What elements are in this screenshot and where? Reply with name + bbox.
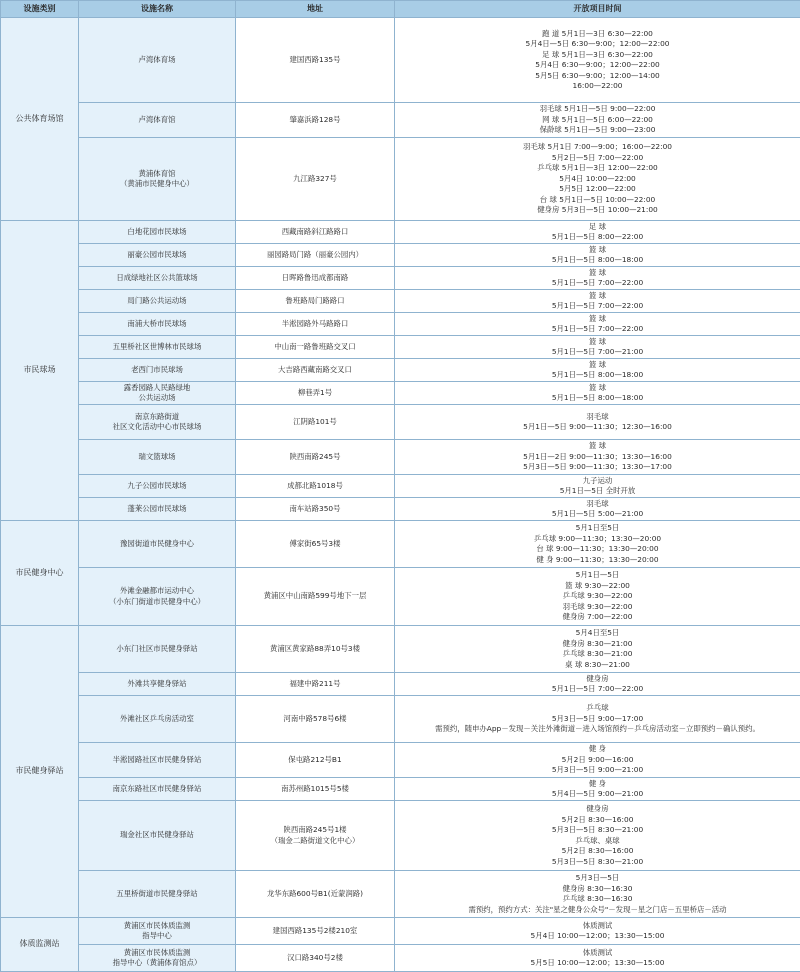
cell-line: 卢湾体育场 (79, 55, 235, 66)
hours-cell (395, 498, 800, 521)
cell-line: 九子运动 (395, 476, 800, 487)
cell-line: 南苏州路1015号5楼 (236, 784, 394, 795)
cell-line: 5月1日—5日 7:00—22:00 (395, 324, 800, 335)
cell-line: 跑 道 5月1日—3日 6:30—22:00 (395, 29, 800, 40)
cell-line: 篮 球 (395, 245, 800, 256)
cell-line: 汉口路340号2楼 (236, 953, 394, 964)
category-cell: 公共体育场馆 (1, 18, 79, 221)
facility-name-cell (79, 871, 236, 918)
cell-line: 公共运动场 (79, 393, 235, 404)
table-row (1, 138, 800, 221)
address-cell (236, 138, 395, 221)
cell-line: 黄浦区黄家路88弄10号3楼 (236, 644, 394, 655)
cell-line: 陕西南路245号1楼 (236, 825, 394, 836)
table-row (1, 673, 800, 696)
facility-name-cell (79, 475, 236, 498)
cell-line: 外滩金融都市运动中心 (79, 586, 235, 597)
category-cell: 市民健身驿站 (1, 626, 79, 918)
cell-line: 健身房 7:00—22:00 (395, 612, 800, 623)
table-row (1, 696, 800, 743)
cell-line: 黄浦体育馆 (79, 169, 235, 180)
cell-line: 小东门社区市民健身驿站 (79, 644, 235, 655)
facility-name-cell (79, 440, 236, 475)
hours-cell (395, 313, 800, 336)
cell-line: 日成绿地社区公共篮球场 (79, 273, 235, 284)
cell-line: 瑞文篮球场 (79, 452, 235, 463)
cell-line: 丽园路局门路（丽豪公园内） (236, 250, 394, 261)
cell-line: 羽毛球 5月1日 7:00—9:00；16:00—22:00 (395, 142, 800, 153)
address-cell (236, 382, 395, 405)
facility-name-cell (79, 18, 236, 103)
cell-line: 露香园路人民路绿地 (79, 383, 235, 394)
cell-line: 5月1日—2日 9:00—11:30；13:30—16:00 (395, 452, 800, 463)
table-row (1, 221, 800, 244)
hours-cell (395, 138, 800, 221)
cell-line: 建国西路135号2楼210室 (236, 926, 394, 937)
address-cell (236, 313, 395, 336)
cell-line: （黄浦市民健身中心） (79, 179, 235, 190)
cell-line: 指导中心（黄浦体育馆点） (79, 958, 235, 969)
address-cell (236, 221, 395, 244)
table-row (1, 743, 800, 778)
cell-line: 乒乓球 9:00—11:30；13:30—20:00 (395, 534, 800, 545)
address-cell (236, 673, 395, 696)
address-cell (236, 18, 395, 103)
hours-cell (395, 103, 800, 138)
cell-line: 半淞园路外马路路口 (236, 319, 394, 330)
hours-cell (395, 244, 800, 267)
hours-cell (395, 696, 800, 743)
address-cell (236, 290, 395, 313)
table-row (1, 801, 800, 871)
address-cell (236, 918, 395, 945)
hours-cell (395, 801, 800, 871)
address-cell (236, 871, 395, 918)
cell-line: 保龄球 5月1日—5日 9:00—23:00 (395, 125, 800, 136)
cell-line: 5月2日 8:30—16:00 (395, 815, 800, 826)
hours-cell (395, 778, 800, 801)
facility-name-cell (79, 498, 236, 521)
cell-line: 网 球 5月1日—5日 6:00—22:00 (395, 115, 800, 126)
table-row (1, 945, 800, 972)
hours-cell (395, 18, 800, 103)
address-cell (236, 405, 395, 440)
cell-line: 台 球 9:00—11:30；13:30—20:00 (395, 544, 800, 555)
cell-line: 5月4日 6:30—9:00；12:00—22:00 (395, 60, 800, 71)
cell-line: 5月2日 8:30—16:00 (395, 846, 800, 857)
hours-cell (395, 405, 800, 440)
cell-line: 健 身 (395, 744, 800, 755)
hours-cell (395, 359, 800, 382)
table-row (1, 267, 800, 290)
table-row (1, 568, 800, 626)
facility-name-cell (79, 313, 236, 336)
address-cell (236, 475, 395, 498)
facility-name-cell (79, 778, 236, 801)
hours-cell (395, 871, 800, 918)
cell-line: 健身房 (395, 804, 800, 815)
cell-line: 豫园街道市民健身中心 (79, 539, 235, 550)
table-row (1, 103, 800, 138)
hours-cell (395, 743, 800, 778)
cell-line: 足 球 (395, 222, 800, 233)
cell-line: 保屯路212号B1 (236, 755, 394, 766)
address-cell (236, 743, 395, 778)
facility-name-cell (79, 945, 236, 972)
cell-line: 羽毛球 9:30—22:00 (395, 602, 800, 613)
cell-line: 南车站路350号 (236, 504, 394, 515)
cell-line: 乒乓球、桌球 (395, 836, 800, 847)
hours-cell (395, 440, 800, 475)
header-address: 地址 (236, 1, 395, 18)
cell-line: 5月3日—5日 8:30—21:00 (395, 857, 800, 868)
table-row (1, 626, 800, 673)
cell-line: 丽豪公园市民球场 (79, 250, 235, 261)
cell-line: 南京东路街道 (79, 412, 235, 423)
cell-line: 5月1日—5日 9:00—11:30；12:30—16:00 (395, 422, 800, 433)
address-cell (236, 498, 395, 521)
table-row (1, 498, 800, 521)
cell-line: 傅家街65号3楼 (236, 539, 394, 550)
cell-line: 建国西路135号 (236, 55, 394, 66)
cell-line: 5月4日 10:00—12:00；13:30—15:00 (395, 931, 800, 942)
facility-name-cell (79, 359, 236, 382)
cell-line: 局门路公共运动场 (79, 296, 235, 307)
cell-line: 乒乓球 8:30—16:30 (395, 894, 800, 905)
address-cell (236, 267, 395, 290)
cell-line: 篮 球 (395, 291, 800, 302)
cell-line: 5月1日至5日 (395, 523, 800, 534)
cell-line: 5月1日—5日 7:00—22:00 (395, 278, 800, 289)
table-row (1, 871, 800, 918)
cell-line: 5月4日至5日 (395, 628, 800, 639)
cell-line: 南浦大桥市民球场 (79, 319, 235, 330)
cell-line: 篮 球 9:30—22:00 (395, 581, 800, 592)
address-cell (236, 696, 395, 743)
hours-cell (395, 918, 800, 945)
cell-line: 柳巷弄1号 (236, 388, 394, 399)
cell-line: 健 身 9:00—11:30；13:30—20:00 (395, 555, 800, 566)
cell-line: 5月1日—5日 7:00—22:00 (395, 301, 800, 312)
facility-name-cell (79, 336, 236, 359)
facility-name-cell (79, 290, 236, 313)
cell-line: 篮 球 (395, 360, 800, 371)
cell-line: 5月4日—5日 9:00—21:00 (395, 789, 800, 800)
cell-line: 5月1日—5日 8:00—22:00 (395, 232, 800, 243)
cell-line: 篮 球 (395, 441, 800, 452)
cell-line: 足 球 5月1日—3日 6:30—22:00 (395, 50, 800, 61)
cell-line: 台 球 5月1日—5日 10:00—22:00 (395, 195, 800, 206)
cell-line: 桌 球 8:30—21:00 (395, 660, 800, 671)
cell-line: 外滩共享健身驿站 (79, 679, 235, 690)
cell-line: 黄浦区市民体质监测 (79, 921, 235, 932)
cell-line: 体质测试 (395, 921, 800, 932)
cell-line: 羽毛球 5月1日—5日 9:00—22:00 (395, 104, 800, 115)
table-row (1, 244, 800, 267)
table-row (1, 359, 800, 382)
cell-line: 半淞园路社区市民健身驿站 (79, 755, 235, 766)
facility-name-cell (79, 568, 236, 626)
cell-line: 5月1日—5日 7:00—21:00 (395, 347, 800, 358)
hours-cell (395, 475, 800, 498)
cell-line: 5月1日—5日 全时开放 (395, 486, 800, 497)
cell-line: 卢湾体育馆 (79, 115, 235, 126)
hours-cell (395, 290, 800, 313)
cell-line: 五里桥社区世博林市民球场 (79, 342, 235, 353)
address-cell (236, 521, 395, 568)
table-row (1, 778, 800, 801)
cell-line: 福建中路211号 (236, 679, 394, 690)
cell-line: 5月1日—5日 8:00—18:00 (395, 255, 800, 266)
hours-cell (395, 521, 800, 568)
cell-line: 外滩社区乒乓房活动室 (79, 714, 235, 725)
cell-line: 黄浦区中山南路599号地下一层 (236, 591, 394, 602)
category-cell: 市民球场 (1, 221, 79, 521)
cell-line: 篮 球 (395, 268, 800, 279)
header-row (1, 1, 800, 18)
cell-line: 龙华东路600号B1(近蒙润路) (236, 889, 394, 900)
address-cell (236, 244, 395, 267)
facility-name-cell (79, 267, 236, 290)
hours-cell (395, 267, 800, 290)
cell-line: 蓬莱公园市民球场 (79, 504, 235, 515)
cell-line: 黄浦区市民体质监测 (79, 948, 235, 959)
cell-line: 鲁班路局门路路口 (236, 296, 394, 307)
cell-line: 5月2日 9:00—16:00 (395, 755, 800, 766)
cell-line: 健身房 (395, 674, 800, 685)
cell-line: 老西门市民球场 (79, 365, 235, 376)
cell-line: 5月3日—5日 9:00—21:00 (395, 765, 800, 776)
facility-name-cell (79, 244, 236, 267)
cell-line: 篮 球 (395, 383, 800, 394)
cell-line: 5月1日—5日 8:00—18:00 (395, 370, 800, 381)
cell-line: 大吉路西藏南路交叉口 (236, 365, 394, 376)
address-cell (236, 440, 395, 475)
cell-line: 5月3日—5日 (395, 873, 800, 884)
table-row (1, 521, 800, 568)
facility-name-cell (79, 521, 236, 568)
hours-cell (395, 945, 800, 972)
facility-name-cell (79, 673, 236, 696)
cell-line: （小东门街道市民健身中心） (79, 597, 235, 608)
cell-line: 5月4日—5日 6:30—9:00；12:00—22:00 (395, 39, 800, 50)
cell-line: 5月5日 10:00—12:00；13:30—15:00 (395, 958, 800, 969)
table-row (1, 382, 800, 405)
cell-line: 健身房 8:30—16:30 (395, 884, 800, 895)
address-cell (236, 336, 395, 359)
facility-name-cell (79, 103, 236, 138)
header-category: 设施类别 (1, 1, 79, 18)
table-row (1, 440, 800, 475)
hours-cell (395, 221, 800, 244)
cell-line: 健身房 5月3日—5日 10:00—21:00 (395, 205, 800, 216)
cell-line: 5月1日—5日 5:00—21:00 (395, 509, 800, 520)
cell-line: 篮 球 (395, 314, 800, 325)
hours-cell (395, 336, 800, 359)
cell-line: 5月4日 10:00—22:00 (395, 174, 800, 185)
cell-line: 5月1日—5日 7:00—22:00 (395, 684, 800, 695)
category-cell: 市民健身中心 (1, 521, 79, 626)
cell-line: 16:00—22:00 (395, 81, 800, 92)
facility-name-cell (79, 918, 236, 945)
table-row (1, 405, 800, 440)
hours-cell (395, 626, 800, 673)
cell-line: 5月3日—5日 9:00—17:00 (395, 714, 800, 725)
cell-line: 羽毛球 (395, 412, 800, 423)
cell-line: 指导中心 (79, 931, 235, 942)
facility-name-cell (79, 405, 236, 440)
cell-line: 健身房 8:30—21:00 (395, 639, 800, 650)
cell-line: 5月5日 6:30—9:00；12:00—14:00 (395, 71, 800, 82)
cell-line: 篮 球 (395, 337, 800, 348)
cell-line: 5月5日 12:00—22:00 (395, 184, 800, 195)
hours-cell (395, 673, 800, 696)
cell-line: 白地花园市民球场 (79, 227, 235, 238)
header-hours: 开放项目时间 (395, 1, 800, 18)
facility-name-cell (79, 696, 236, 743)
cell-line: 5月3日—5日 8:30—21:00 (395, 825, 800, 836)
cell-line: 肇嘉浜路128号 (236, 115, 394, 126)
address-cell (236, 945, 395, 972)
facility-name-cell (79, 743, 236, 778)
facility-name-cell (79, 138, 236, 221)
cell-line: 乒乓球 8:30—21:00 (395, 649, 800, 660)
address-cell (236, 359, 395, 382)
cell-line: 5月3日—5日 9:00—11:30；13:30—17:00 (395, 462, 800, 473)
cell-line: 南京东路社区市民健身驿站 (79, 784, 235, 795)
facility-name-cell (79, 801, 236, 871)
table-row (1, 918, 800, 945)
cell-line: 乒乓球 5月1日—3日 12:00—22:00 (395, 163, 800, 174)
address-cell (236, 103, 395, 138)
cell-line: 需预约，预约方式：关注"星之健身公众号"－发现－星之门店－五里桥店－活动 (395, 905, 800, 916)
cell-line: （瑞金二路街道文化中心） (236, 836, 394, 847)
cell-line: 河南中路578号6楼 (236, 714, 394, 725)
cell-line: 5月1日—5日 8:00—18:00 (395, 393, 800, 404)
address-cell (236, 626, 395, 673)
cell-line: 五里桥街道市民健身驿站 (79, 889, 235, 900)
cell-line: 陕西南路245号 (236, 452, 394, 463)
table-row (1, 475, 800, 498)
cell-line: 乒乓球 (395, 703, 800, 714)
cell-line: 羽毛球 (395, 499, 800, 510)
cell-line: 体质测试 (395, 948, 800, 959)
cell-line: 日晖路鲁迅成都南路 (236, 273, 394, 284)
table-row (1, 336, 800, 359)
address-cell (236, 568, 395, 626)
hours-cell (395, 568, 800, 626)
table-row (1, 313, 800, 336)
cell-line: 5月1日—5日 (395, 570, 800, 581)
cell-line: 江阴路101号 (236, 417, 394, 428)
header-name: 设施名称 (79, 1, 236, 18)
address-cell (236, 778, 395, 801)
facility-name-cell (79, 221, 236, 244)
cell-line: 健 身 (395, 779, 800, 790)
cell-line: 中山南一路鲁班路交叉口 (236, 342, 394, 353)
cell-line: 成都北路1018号 (236, 481, 394, 492)
cell-line: 社区文化活动中心市民球场 (79, 422, 235, 433)
cell-line: 需预约，随申办App－发现－关注外滩街道－进入场馆预约－乒乓房活动室－立即预约－确认预约。 (395, 724, 800, 735)
cell-line: 九子公园市民球场 (79, 481, 235, 492)
cell-line: 九江路327号 (236, 174, 394, 185)
hours-cell (395, 382, 800, 405)
address-cell (236, 801, 395, 871)
table-row (1, 290, 800, 313)
table-row (1, 18, 800, 103)
cell-line: 瑞金社区市民健身驿站 (79, 830, 235, 841)
category-cell: 体质监测站 (1, 918, 79, 972)
cell-line: 乒乓球 9:30—22:00 (395, 591, 800, 602)
cell-line: 5月2日—5日 7:00—22:00 (395, 153, 800, 164)
facility-name-cell (79, 626, 236, 673)
cell-line: 西藏南路斜江路路口 (236, 227, 394, 238)
facility-name-cell (79, 382, 236, 405)
